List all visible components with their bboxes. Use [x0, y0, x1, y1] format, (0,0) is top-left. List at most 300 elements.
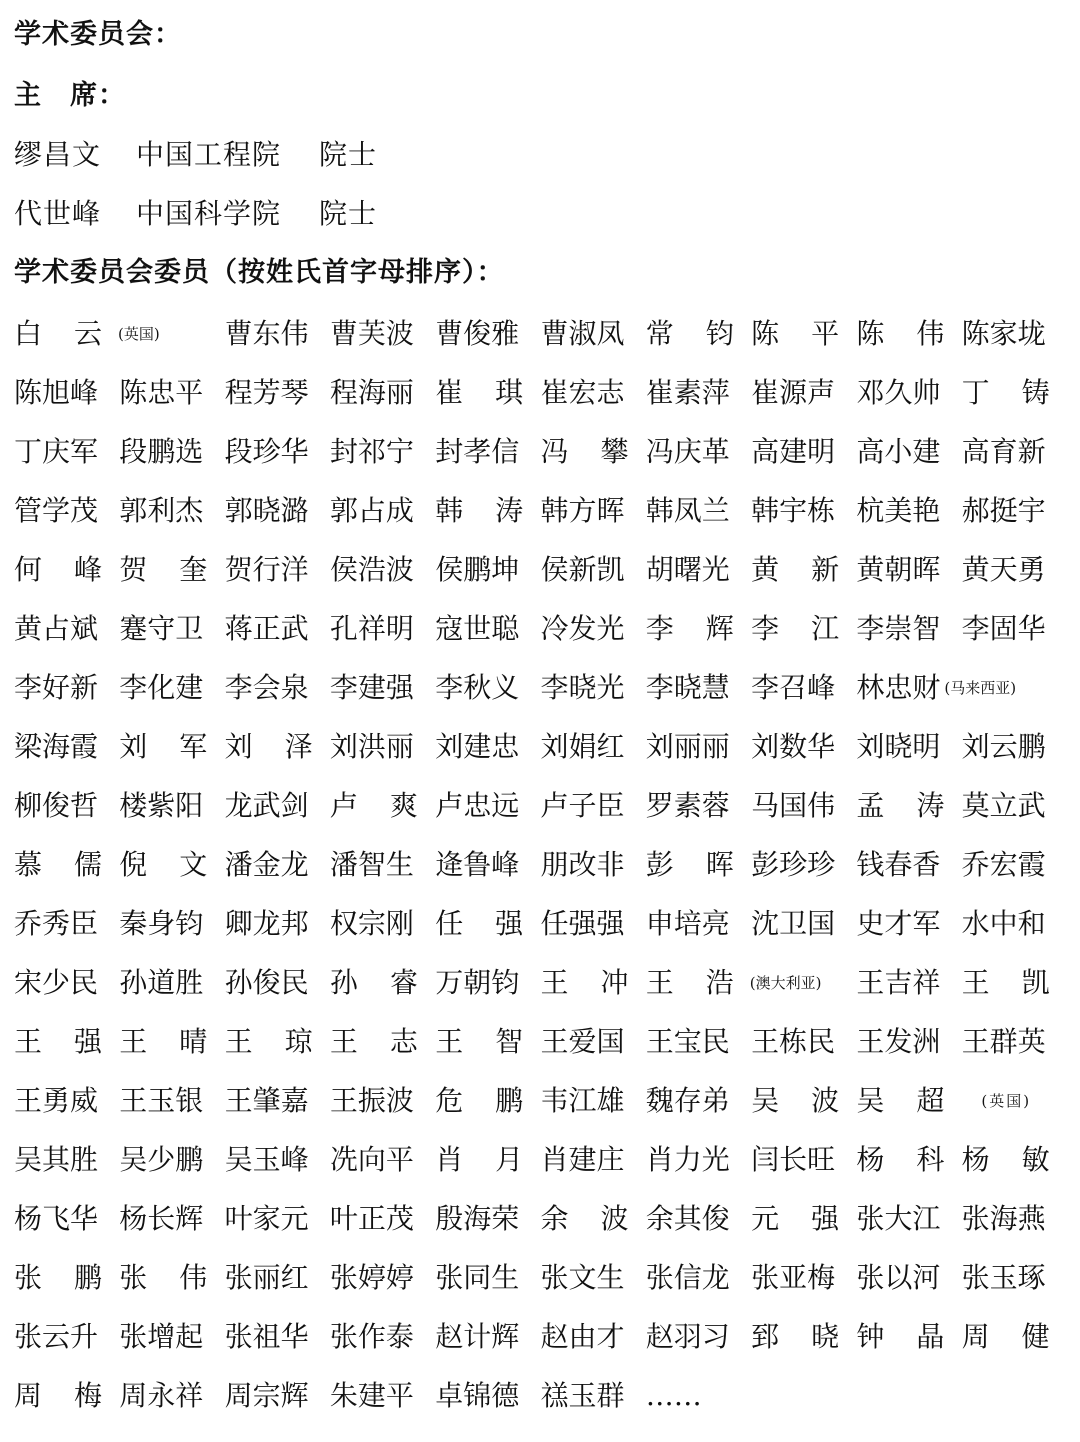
member-name-text: 吴其胜: [14, 1143, 99, 1176]
member-name: [751, 894, 856, 953]
member-name: [856, 540, 961, 599]
member-name: [856, 481, 961, 540]
member-name-text: 卢子臣: [540, 789, 625, 822]
committee-heading: 学术委员会：: [14, 19, 182, 50]
member-name: [540, 422, 645, 481]
member-name: [856, 304, 961, 363]
member-name-text: 张婷婷: [329, 1261, 414, 1294]
member-name-text: 林忠财: [856, 671, 941, 704]
member-name-text: 蹇守卫: [119, 612, 204, 645]
member-name: [14, 835, 119, 894]
member-name-text: 曹东伟: [224, 317, 309, 350]
member-name: [856, 422, 961, 481]
member-name-text: 王强: [14, 1025, 102, 1058]
member-name: [225, 481, 330, 540]
member-name: [225, 658, 330, 717]
member-name-text: 崔琪: [435, 376, 524, 409]
member-name-text: 王振波: [329, 1084, 414, 1117]
member-name: [751, 658, 856, 717]
member-name: [962, 422, 1067, 481]
member-name: [330, 363, 435, 422]
member-name-text: 史才军: [856, 907, 941, 940]
member-name-text: 陈平: [751, 317, 840, 350]
member-name-text: 慕儒: [14, 848, 102, 881]
member-name-text: 高建明: [751, 435, 836, 468]
member-name: [646, 1189, 751, 1248]
member-name-text: 秦身钧: [119, 907, 204, 940]
member-name: [962, 953, 1067, 1012]
member-name-text: 刘娟红: [540, 730, 625, 763]
member-name: [962, 363, 1067, 422]
member-name-text: 白云: [14, 317, 102, 350]
member-name-text: 李会泉: [224, 671, 309, 704]
member-name: [751, 1012, 856, 1071]
member-name: [540, 1366, 645, 1425]
member-name-text: 张以河: [856, 1261, 941, 1294]
member-name-text: 李好新: [14, 671, 99, 704]
members-heading: 学术委员会委员（按姓氏首字母排序）：: [14, 257, 505, 288]
member-name: [962, 1307, 1067, 1366]
member-name-text: 黄新: [751, 553, 840, 586]
member-name: [225, 1366, 330, 1425]
member-name: [14, 304, 225, 363]
member-name-text: 陈家垅: [961, 317, 1046, 350]
member-name-text: 王浩: [645, 966, 734, 999]
member-name: [435, 717, 540, 776]
member-name-text: 李建强: [329, 671, 414, 704]
member-name: [119, 1012, 224, 1071]
member-name-text: 魏存弟: [645, 1084, 730, 1117]
member-name: [435, 1248, 540, 1307]
member-name: [14, 1366, 119, 1425]
member-name-text: 钱春香: [856, 848, 941, 881]
member-name: [540, 304, 645, 363]
member-name-text: 胡曙光: [645, 553, 730, 586]
member-name: [540, 894, 645, 953]
member-name: [119, 599, 224, 658]
member-name-text: 封祁宁: [329, 435, 414, 468]
member-name: [856, 835, 961, 894]
member-name-text: 冯攀: [540, 435, 629, 468]
member-name: [225, 1071, 330, 1130]
member-name-text: 孙睿: [329, 966, 418, 999]
member-name: [435, 422, 540, 481]
member-name-text: 王玉银: [119, 1084, 204, 1117]
member-name-text: 危鹏: [435, 1084, 524, 1117]
member-name: [225, 894, 330, 953]
member-name: [330, 1248, 435, 1307]
member-name-text: 陈忠平: [119, 376, 204, 409]
member-name: [856, 1071, 1067, 1130]
member-name-text: 丁铸: [961, 376, 1050, 409]
member-name: [540, 1189, 645, 1248]
member-name-text: 杨飞华: [14, 1202, 99, 1235]
member-name: [856, 1012, 961, 1071]
member-name-text: 高小建: [856, 435, 941, 468]
member-name: [646, 1071, 751, 1130]
member-name: [330, 1071, 435, 1130]
chair-list: [14, 125, 1066, 243]
member-name-text: 刘建忠: [435, 730, 520, 763]
member-name: [856, 894, 961, 953]
member-name-text: 张鹏: [14, 1261, 102, 1294]
member-name-text: 张同生: [435, 1261, 520, 1294]
member-name: [14, 894, 119, 953]
member-name: [119, 953, 224, 1012]
member-name: [540, 1130, 645, 1189]
member-name: [540, 1248, 645, 1307]
member-name-text: 王琼: [224, 1025, 313, 1058]
member-name: [330, 1366, 435, 1425]
member-name-text: 周宗辉: [224, 1379, 309, 1412]
member-name: [225, 599, 330, 658]
member-name-text: 曹俊雅: [435, 317, 520, 350]
member-name: [540, 1071, 645, 1130]
member-name: [962, 540, 1067, 599]
member-name: [119, 1248, 224, 1307]
member-name: [751, 540, 856, 599]
member-name: [540, 1012, 645, 1071]
member-name-text: 郝挺宇: [961, 494, 1046, 527]
member-name-text: 黄天勇: [961, 553, 1046, 586]
member-name-text: 李化建: [119, 671, 204, 704]
member-name: [119, 658, 224, 717]
member-name: [646, 304, 751, 363]
member-name-text: 崔源声: [751, 376, 836, 409]
member-name: [540, 599, 645, 658]
member-name-text: 倪文: [119, 848, 208, 881]
member-name-text: 刘洪丽: [329, 730, 414, 763]
member-name: [435, 953, 540, 1012]
member-name: [646, 835, 751, 894]
member-name-text: 李崇智: [856, 612, 941, 645]
member-name-text: 寇世聪: [435, 612, 520, 645]
member-name: [962, 717, 1067, 776]
member-name-text: 王群英: [961, 1025, 1046, 1058]
member-name: [14, 1130, 119, 1189]
member-name: [14, 363, 119, 422]
member-name-text: 沈卫国: [751, 907, 836, 940]
member-name: [14, 540, 119, 599]
member-name: [646, 540, 751, 599]
member-name-text: 张信龙: [645, 1261, 730, 1294]
member-name-text: 任强强: [540, 907, 625, 940]
member-name: [435, 599, 540, 658]
member-name-text: 肖力光: [645, 1143, 730, 1176]
member-country-note: (英国): [118, 325, 160, 343]
member-name-text: 郅晓: [751, 1320, 840, 1353]
member-name: [751, 363, 856, 422]
member-name-text: 刘丽丽: [645, 730, 730, 763]
member-name-text: 张海燕: [961, 1202, 1046, 1235]
member-name: [119, 481, 224, 540]
chair-title: 院士: [319, 197, 378, 230]
member-name: [962, 599, 1067, 658]
member-name-text: 杨长辉: [119, 1202, 204, 1235]
member-name-text: 吴波: [751, 1084, 840, 1117]
member-name-text: 王勇威: [14, 1084, 99, 1117]
member-name: [225, 1130, 330, 1189]
member-name-text: 钟晶: [856, 1320, 945, 1353]
member-name: [540, 835, 645, 894]
member-name-text: 潘金龙: [224, 848, 309, 881]
member-grid: [14, 304, 1066, 1425]
member-name: [119, 835, 224, 894]
member-name-text: 逄鲁峰: [435, 848, 520, 881]
member-name: [646, 658, 751, 717]
member-name-text: 余波: [540, 1202, 629, 1235]
member-name: [225, 835, 330, 894]
member-name-text: 段珍华: [224, 435, 309, 468]
member-name-text: 丁庆军: [14, 435, 99, 468]
member-name-text: 龙武剑: [224, 789, 309, 822]
member-name: [962, 1189, 1067, 1248]
member-name: [330, 894, 435, 953]
member-name-text: 李辉: [645, 612, 734, 645]
member-name-text: 梁海霞: [14, 730, 99, 763]
member-name-text: 罗素蓉: [645, 789, 730, 822]
member-name-text: 权宗刚: [329, 907, 414, 940]
member-name: [751, 1071, 856, 1130]
member-name: [962, 1248, 1067, 1307]
member-name: [751, 1130, 856, 1189]
member-name: [856, 658, 1067, 717]
member-name-text: 张文生: [540, 1261, 625, 1294]
member-name: [14, 1248, 119, 1307]
member-name-text: 张伟: [119, 1261, 208, 1294]
member-name: [14, 481, 119, 540]
member-name-text: 韩宇栋: [751, 494, 836, 527]
member-name: [330, 422, 435, 481]
member-name-text: 王吉祥: [856, 966, 941, 999]
member-name-text: 万朝钧: [435, 966, 520, 999]
member-name-text: 任强: [435, 907, 524, 940]
member-name-text: 柳俊哲: [14, 789, 99, 822]
member-name: [646, 599, 751, 658]
member-name: [225, 1248, 330, 1307]
member-name-text: 蒋正武: [224, 612, 309, 645]
member-name-text: 周健: [961, 1320, 1050, 1353]
member-name-text: 管学茂: [14, 494, 99, 527]
member-name: [856, 1130, 961, 1189]
member-name: [330, 1307, 435, 1366]
member-name: [435, 776, 540, 835]
member-name-text: 杨敏: [961, 1143, 1050, 1176]
member-name: [646, 1307, 751, 1366]
member-name: [435, 1307, 540, 1366]
chair-title: 院士: [319, 138, 378, 171]
member-name: [330, 599, 435, 658]
member-name-text: 孔祥明: [329, 612, 414, 645]
member-name-text: 韩涛: [435, 494, 524, 527]
member-name-text: 高育新: [961, 435, 1046, 468]
member-name: [225, 422, 330, 481]
member-name-text: 张增起: [119, 1320, 204, 1353]
member-name: [119, 1071, 224, 1130]
member-name: [962, 481, 1067, 540]
member-name-text: 侯新凯: [540, 553, 625, 586]
member-name-text: 周永祥: [119, 1379, 204, 1412]
member-name: [330, 658, 435, 717]
member-name-text: 元强: [751, 1202, 840, 1235]
member-name-text: 叶正茂: [329, 1202, 414, 1235]
member-name: [646, 1130, 751, 1189]
member-name: [751, 1248, 856, 1307]
member-name: [14, 776, 119, 835]
member-name-text: 韩凤兰: [645, 494, 730, 527]
member-name: [119, 540, 224, 599]
member-name-text: 潘智生: [329, 848, 414, 881]
member-name: [225, 363, 330, 422]
member-name: [646, 717, 751, 776]
member-name-text: 彭珍珍: [751, 848, 836, 881]
member-name: [962, 894, 1067, 953]
member-name-text: 宋少民: [14, 966, 99, 999]
member-name: [330, 1189, 435, 1248]
member-name: [330, 1012, 435, 1071]
member-name: [646, 1012, 751, 1071]
member-name-text: 卢爽: [329, 789, 418, 822]
member-name: [856, 953, 961, 1012]
member-name: [751, 599, 856, 658]
member-name-text: 刘云鹏: [961, 730, 1046, 763]
member-name: [435, 1189, 540, 1248]
member-name: [856, 1307, 961, 1366]
member-name-text: 水中和: [961, 907, 1046, 940]
member-name: [540, 658, 645, 717]
member-name-text: 张玉琢: [961, 1261, 1046, 1294]
member-name-text: 郭利杰: [119, 494, 204, 527]
member-name-text: 李晓慧: [645, 671, 730, 704]
member-name-text: 李固华: [961, 612, 1046, 645]
member-name: [751, 1307, 856, 1366]
member-name: [962, 304, 1067, 363]
chair-name: 代世峰: [14, 197, 102, 230]
member-name: [225, 1012, 330, 1071]
member-name-text: 李江: [751, 612, 840, 645]
member-name-text: 贺奎: [119, 553, 208, 586]
member-name-text: 吴少鹏: [119, 1143, 204, 1176]
member-name: [225, 540, 330, 599]
member-name: [751, 481, 856, 540]
member-name: [14, 1071, 119, 1130]
member-name-text: 韦江雄: [540, 1084, 625, 1117]
member-name-text: 吴超: [856, 1084, 945, 1117]
member-name-text: 李召峰: [751, 671, 836, 704]
member-name: [962, 1012, 1067, 1071]
member-name: [330, 776, 435, 835]
member-name: [119, 1366, 224, 1425]
member-name-text: 李秋义: [435, 671, 520, 704]
member-name-text: 王爱国: [540, 1025, 625, 1058]
member-name-text: 张作泰: [329, 1320, 414, 1353]
member-name: [646, 363, 751, 422]
chair-row: [14, 125, 1066, 184]
chair-institution: 中国科学院: [136, 197, 282, 230]
member-name: [435, 658, 540, 717]
member-name: [646, 953, 857, 1012]
member-name: [435, 894, 540, 953]
member-name: [14, 1307, 119, 1366]
member-name-text: 张祖华: [224, 1320, 309, 1353]
member-name: [435, 1071, 540, 1130]
member-name: [435, 1012, 540, 1071]
member-name: [540, 953, 645, 1012]
member-name: [14, 717, 119, 776]
chair-row: [14, 184, 1066, 243]
member-name: [751, 835, 856, 894]
member-name-text: 申培亮: [645, 907, 730, 940]
member-name-text: 朋改非: [540, 848, 625, 881]
member-name: [119, 363, 224, 422]
member-country-note: (马来西亚): [944, 679, 1017, 697]
member-name: [14, 953, 119, 1012]
member-name: [962, 835, 1067, 894]
member-name: [962, 1130, 1067, 1189]
chair-heading: 主 席：: [14, 80, 126, 111]
member-name-text: 程芳琴: [224, 376, 309, 409]
member-name: [119, 1307, 224, 1366]
member-name-text: 刘数华: [751, 730, 836, 763]
member-name-text: 周梅: [14, 1379, 102, 1412]
member-name: [435, 1366, 540, 1425]
chair-institution: 中国工程院: [136, 138, 282, 171]
member-name-text: 王肇嘉: [224, 1084, 309, 1117]
member-name: [119, 894, 224, 953]
member-name-text: 卿龙邦: [224, 907, 309, 940]
member-name: [330, 304, 435, 363]
member-name: [330, 835, 435, 894]
member-name-text: 彭晖: [645, 848, 734, 881]
member-name: [225, 1307, 330, 1366]
member-name: [330, 481, 435, 540]
member-name-text: 邓久帅: [856, 376, 941, 409]
member-name: [540, 481, 645, 540]
member-name: [435, 835, 540, 894]
member-name-text: 闫长旺: [751, 1143, 836, 1176]
member-name: [435, 304, 540, 363]
member-name-text: 张大江: [856, 1202, 941, 1235]
member-name-text: 黄占斌: [14, 612, 99, 645]
member-name-text: 禚玉群: [540, 1379, 625, 1412]
member-name: [435, 540, 540, 599]
member-country-note: (英国): [981, 1092, 1032, 1110]
member-name: [856, 776, 961, 835]
member-name: [646, 776, 751, 835]
member-name-text: 崔素萍: [645, 376, 730, 409]
member-name-text: 王宝民: [645, 1025, 730, 1058]
member-name-text: 孙道胜: [119, 966, 204, 999]
member-name-text: 曹芙波: [329, 317, 414, 350]
member-name-text: 王晴: [119, 1025, 208, 1058]
member-name: [751, 304, 856, 363]
member-name: [751, 422, 856, 481]
member-name-text: 乔秀臣: [14, 907, 99, 940]
member-name: [14, 422, 119, 481]
member-name: [435, 1130, 540, 1189]
member-name-text: 王志: [329, 1025, 418, 1058]
member-name-text: 叶家元: [224, 1202, 309, 1235]
member-name: [962, 776, 1067, 835]
member-name: [646, 422, 751, 481]
member-name-text: 朱建平: [329, 1379, 414, 1412]
member-name-text: 赵计辉: [435, 1320, 520, 1353]
member-name-text: 曹淑凤: [540, 317, 625, 350]
member-name-text: 王凯: [961, 966, 1050, 999]
member-name: [435, 363, 540, 422]
member-name-text: 冷发光: [540, 612, 625, 645]
chair-name: 缪昌文: [14, 138, 102, 171]
